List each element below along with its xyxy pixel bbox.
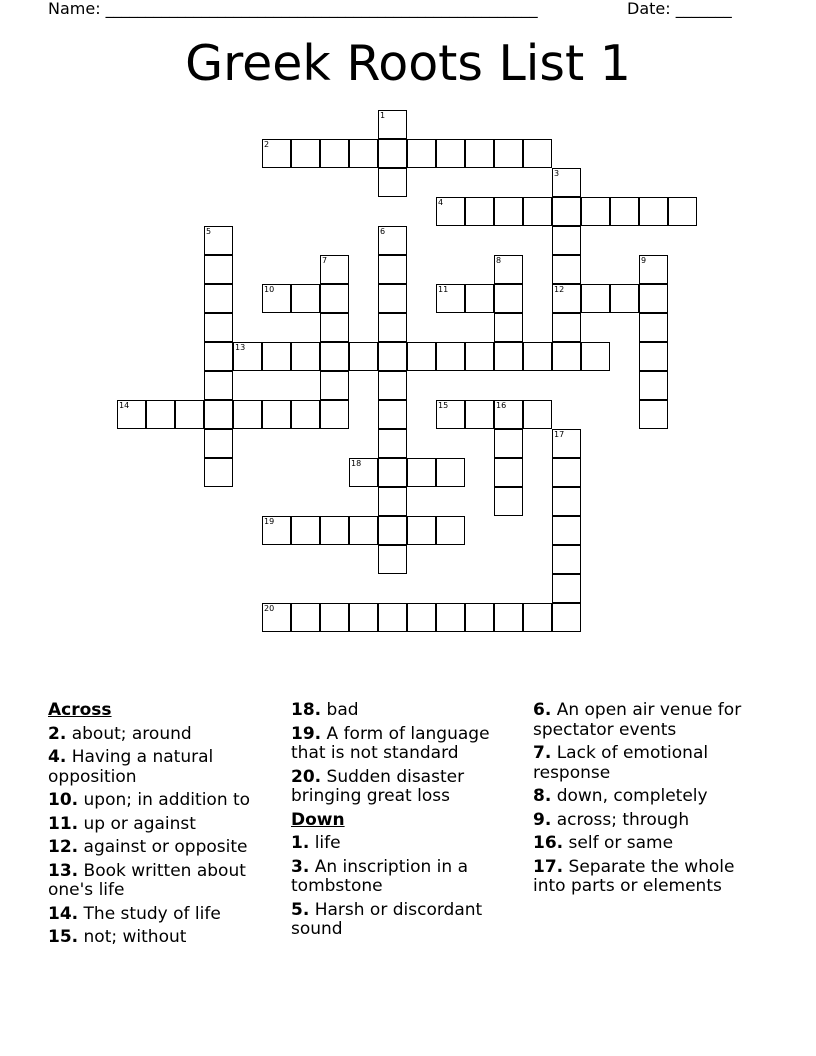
- grid-cell[interactable]: [320, 342, 349, 371]
- grid-cell[interactable]: [378, 226, 407, 255]
- grid-cell[interactable]: [204, 371, 233, 400]
- grid-cell[interactable]: [552, 487, 581, 516]
- grid-cell[interactable]: [436, 400, 465, 429]
- clue-text: Having a natural opposition: [48, 747, 214, 787]
- grid-cell[interactable]: [552, 516, 581, 545]
- grid-cell[interactable]: [349, 516, 378, 545]
- grid-cell[interactable]: [349, 603, 378, 632]
- grid-cell[interactable]: [494, 400, 523, 429]
- grid-cell[interactable]: [465, 197, 494, 226]
- grid-cell[interactable]: [436, 342, 465, 371]
- grid-cell[interactable]: [523, 400, 552, 429]
- grid-cell[interactable]: [494, 342, 523, 371]
- grid-cell[interactable]: [494, 458, 523, 487]
- clue-number: 16.: [533, 833, 564, 853]
- clue-text: across; through: [556, 809, 690, 830]
- grid-cell[interactable]: [175, 400, 204, 429]
- cell-number: 5: [206, 227, 212, 236]
- grid-cell[interactable]: [436, 458, 465, 487]
- grid-cell[interactable]: [552, 313, 581, 342]
- clue-9: [533, 811, 763, 831]
- clue-text: Separate the whole into parts or elements: [533, 856, 735, 896]
- grid-cell[interactable]: [639, 284, 668, 313]
- grid-cell[interactable]: [552, 429, 581, 458]
- grid-cell[interactable]: [581, 342, 610, 371]
- grid-cell[interactable]: [262, 603, 291, 632]
- grid-cell[interactable]: [378, 168, 407, 197]
- grid-cell[interactable]: [494, 284, 523, 313]
- across-heading: Across: [48, 700, 112, 720]
- grid-cell[interactable]: [378, 284, 407, 313]
- cell-number: 2: [264, 140, 270, 149]
- grid-cell[interactable]: [552, 168, 581, 197]
- grid-cell[interactable]: [204, 429, 233, 458]
- cell-number: 15: [438, 401, 449, 410]
- clue-text: not; without: [83, 927, 187, 947]
- grid-cell[interactable]: [407, 342, 436, 371]
- grid-cell[interactable]: [407, 603, 436, 632]
- grid-cell[interactable]: [639, 371, 668, 400]
- cell-number: 12: [554, 285, 565, 294]
- grid-cell[interactable]: [552, 255, 581, 284]
- clue-number: 8.: [533, 786, 552, 806]
- cell-number: 14: [119, 401, 130, 410]
- grid-cell[interactable]: [378, 458, 407, 487]
- cell-number: 3: [554, 169, 560, 178]
- cell-number: 4: [438, 198, 444, 207]
- clue-number: 7.: [533, 743, 552, 763]
- grid-cell[interactable]: [204, 255, 233, 284]
- clue-number: 15.: [48, 927, 79, 947]
- clue-1: [291, 834, 511, 854]
- grid-cell[interactable]: [146, 400, 175, 429]
- grid-cell[interactable]: [378, 110, 407, 139]
- grid-cell[interactable]: [523, 342, 552, 371]
- grid-cell[interactable]: [494, 313, 523, 342]
- grid-cell[interactable]: [639, 313, 668, 342]
- clue-number: 20.: [291, 766, 322, 787]
- grid-cell[interactable]: [320, 255, 349, 284]
- grid-cell[interactable]: [494, 197, 523, 226]
- down-heading: Down: [291, 809, 345, 830]
- clue-text: A form of language that is not standard: [291, 723, 490, 763]
- cell-number: 18: [351, 459, 362, 468]
- grid-cell[interactable]: [349, 342, 378, 371]
- clue-text: Book written about one's life: [48, 860, 246, 900]
- clue-11: [48, 815, 268, 835]
- grid-cell[interactable]: [494, 139, 523, 168]
- grid-cell[interactable]: [639, 255, 668, 284]
- clue-number: 10.: [48, 790, 79, 810]
- grid-cell[interactable]: [291, 139, 320, 168]
- grid-cell[interactable]: [436, 139, 465, 168]
- grid-cell[interactable]: [494, 603, 523, 632]
- cell-number: 13: [235, 343, 246, 352]
- cell-number: 8: [496, 256, 502, 265]
- grid-cell[interactable]: [407, 458, 436, 487]
- clue-13: [48, 862, 268, 901]
- grid-cell[interactable]: [668, 197, 697, 226]
- grid-cell[interactable]: [610, 284, 639, 313]
- down-clue-list: [291, 834, 511, 940]
- clue-7: [533, 744, 763, 783]
- clue-14: [48, 905, 268, 925]
- clue-5: [291, 901, 511, 940]
- clue-text: up or against: [83, 813, 196, 834]
- clue-19: [291, 725, 511, 764]
- cell-number: 17: [554, 430, 565, 439]
- grid-cell[interactable]: [436, 284, 465, 313]
- grid-cell[interactable]: [378, 400, 407, 429]
- clue-10: [48, 791, 268, 811]
- clue-4: [48, 748, 268, 787]
- grid-cell[interactable]: [378, 371, 407, 400]
- clue-number: 6.: [533, 700, 552, 720]
- grid-cell[interactable]: [320, 313, 349, 342]
- clue-3: [291, 858, 511, 897]
- grid-cell[interactable]: [320, 284, 349, 313]
- grid-cell[interactable]: [436, 197, 465, 226]
- clue-16: [533, 834, 763, 854]
- grid-cell[interactable]: [378, 487, 407, 516]
- grid-cell[interactable]: [552, 458, 581, 487]
- clues-column-1: [48, 701, 268, 952]
- grid-cell[interactable]: [378, 139, 407, 168]
- grid-cell[interactable]: [465, 342, 494, 371]
- clue-text: An open air venue for spectator events: [533, 700, 742, 740]
- clue-20: [291, 768, 511, 807]
- clue-text: self or same: [568, 833, 674, 853]
- grid-cell[interactable]: [262, 516, 291, 545]
- grid-cell[interactable]: [262, 342, 291, 371]
- cell-number: 11: [438, 285, 449, 294]
- grid-cell[interactable]: [378, 516, 407, 545]
- cell-number: 10: [264, 285, 275, 294]
- grid-cell[interactable]: [552, 574, 581, 603]
- grid-cell[interactable]: [204, 313, 233, 342]
- clue-number: 2.: [48, 723, 67, 744]
- grid-cell[interactable]: [639, 400, 668, 429]
- clue-number: 19.: [291, 723, 322, 744]
- grid-cell[interactable]: [233, 342, 262, 371]
- clue-number: 17.: [533, 856, 564, 877]
- grid-cell[interactable]: [552, 197, 581, 226]
- clue-text: life: [314, 833, 341, 853]
- clue-text: about; around: [71, 723, 192, 744]
- clue-text: bad: [326, 700, 359, 720]
- clue-text: An inscription in a tombstone: [291, 856, 469, 896]
- cell-number: 19: [264, 517, 275, 526]
- grid-cell[interactable]: [349, 139, 378, 168]
- date-field[interactable]: Date: _______: [627, 0, 732, 18]
- cell-number: 1: [380, 111, 386, 120]
- down-clue-list-continued: [533, 701, 763, 897]
- cell-number: 9: [641, 256, 647, 265]
- clues-column-2: [291, 701, 511, 944]
- cell-number: 20: [264, 604, 275, 613]
- grid-cell[interactable]: [204, 342, 233, 371]
- grid-cell[interactable]: [378, 313, 407, 342]
- clue-number: 18.: [291, 700, 322, 720]
- grid-cell[interactable]: [523, 197, 552, 226]
- clue-6: [533, 701, 763, 740]
- page-title: Greek Roots List 1: [185, 35, 631, 92]
- grid-cell[interactable]: [436, 603, 465, 632]
- grid-cell[interactable]: [204, 284, 233, 313]
- grid-cell[interactable]: [262, 284, 291, 313]
- grid-cell[interactable]: [494, 429, 523, 458]
- grid-cell[interactable]: [552, 342, 581, 371]
- grid-cell[interactable]: [378, 342, 407, 371]
- grid-cell[interactable]: [291, 516, 320, 545]
- grid-cell[interactable]: [320, 603, 349, 632]
- clue-number: 11.: [48, 813, 79, 834]
- clue-number: 5.: [291, 899, 310, 920]
- clue-text: upon; in addition to: [83, 790, 251, 810]
- grid-cell[interactable]: [291, 400, 320, 429]
- clue-2: [48, 725, 268, 745]
- clue-text: down, completely: [556, 786, 708, 806]
- grid-cell[interactable]: [320, 400, 349, 429]
- grid-cell[interactable]: [262, 400, 291, 429]
- grid-cell[interactable]: [552, 545, 581, 574]
- grid-cell[interactable]: [639, 197, 668, 226]
- clue-number: 12.: [48, 837, 79, 857]
- grid-cell[interactable]: [407, 139, 436, 168]
- grid-cell[interactable]: [262, 139, 291, 168]
- grid-cell[interactable]: [581, 197, 610, 226]
- grid-cell[interactable]: [494, 487, 523, 516]
- clue-17: [533, 858, 763, 897]
- grid-cell[interactable]: [378, 255, 407, 284]
- grid-cell[interactable]: [523, 139, 552, 168]
- grid-cell[interactable]: [465, 400, 494, 429]
- grid-cell[interactable]: [581, 284, 610, 313]
- grid-cell[interactable]: [291, 342, 320, 371]
- grid-cell[interactable]: [204, 400, 233, 429]
- across-clue-list: [48, 725, 268, 948]
- grid-cell[interactable]: [465, 139, 494, 168]
- clue-number: 4.: [48, 747, 67, 767]
- cell-number: 7: [322, 256, 328, 265]
- grid-cell[interactable]: [552, 603, 581, 632]
- grid-cell[interactable]: [117, 400, 146, 429]
- grid-cell[interactable]: [349, 458, 378, 487]
- grid-cell[interactable]: [436, 516, 465, 545]
- grid-cell[interactable]: [204, 458, 233, 487]
- cell-number: 16: [496, 401, 507, 410]
- grid-cell[interactable]: [494, 255, 523, 284]
- grid-cell[interactable]: [378, 429, 407, 458]
- clue-text: Sudden disaster bringing great loss: [291, 766, 465, 806]
- grid-cell[interactable]: [407, 516, 436, 545]
- grid-cell[interactable]: [465, 603, 494, 632]
- grid-cell[interactable]: [204, 226, 233, 255]
- clue-number: 13.: [48, 860, 79, 881]
- grid-cell[interactable]: [233, 400, 262, 429]
- clue-number: 1.: [291, 833, 310, 853]
- clue-text: Lack of emotional response: [533, 743, 709, 783]
- cell-number: 6: [380, 227, 386, 236]
- clue-8: [533, 787, 763, 807]
- across-clue-list-continued: [291, 701, 511, 807]
- grid-cell[interactable]: [291, 284, 320, 313]
- clue-text: against or opposite: [83, 837, 248, 857]
- grid-cell[interactable]: [378, 603, 407, 632]
- grid-cell[interactable]: [552, 226, 581, 255]
- clue-12: [48, 838, 268, 858]
- grid-cell[interactable]: [320, 139, 349, 168]
- grid-cell[interactable]: [378, 545, 407, 574]
- clue-number: 3.: [291, 856, 310, 877]
- clues-column-3: [533, 701, 763, 901]
- grid-cell[interactable]: [523, 603, 552, 632]
- clue-text: Harsh or discordant sound: [291, 899, 483, 939]
- name-field[interactable]: Name: ______________________________________________________: [48, 0, 538, 18]
- clue-text: The study of life: [83, 903, 221, 924]
- clue-15: [48, 928, 268, 948]
- clue-number: 14.: [48, 903, 79, 924]
- clue-18: [291, 701, 511, 721]
- grid-cell[interactable]: [552, 284, 581, 313]
- grid-cell[interactable]: [465, 284, 494, 313]
- grid-cell[interactable]: [320, 371, 349, 400]
- grid-cell[interactable]: [639, 342, 668, 371]
- clue-number: 9.: [533, 809, 552, 830]
- grid-cell[interactable]: [320, 516, 349, 545]
- grid-cell[interactable]: [610, 197, 639, 226]
- grid-cell[interactable]: [291, 603, 320, 632]
